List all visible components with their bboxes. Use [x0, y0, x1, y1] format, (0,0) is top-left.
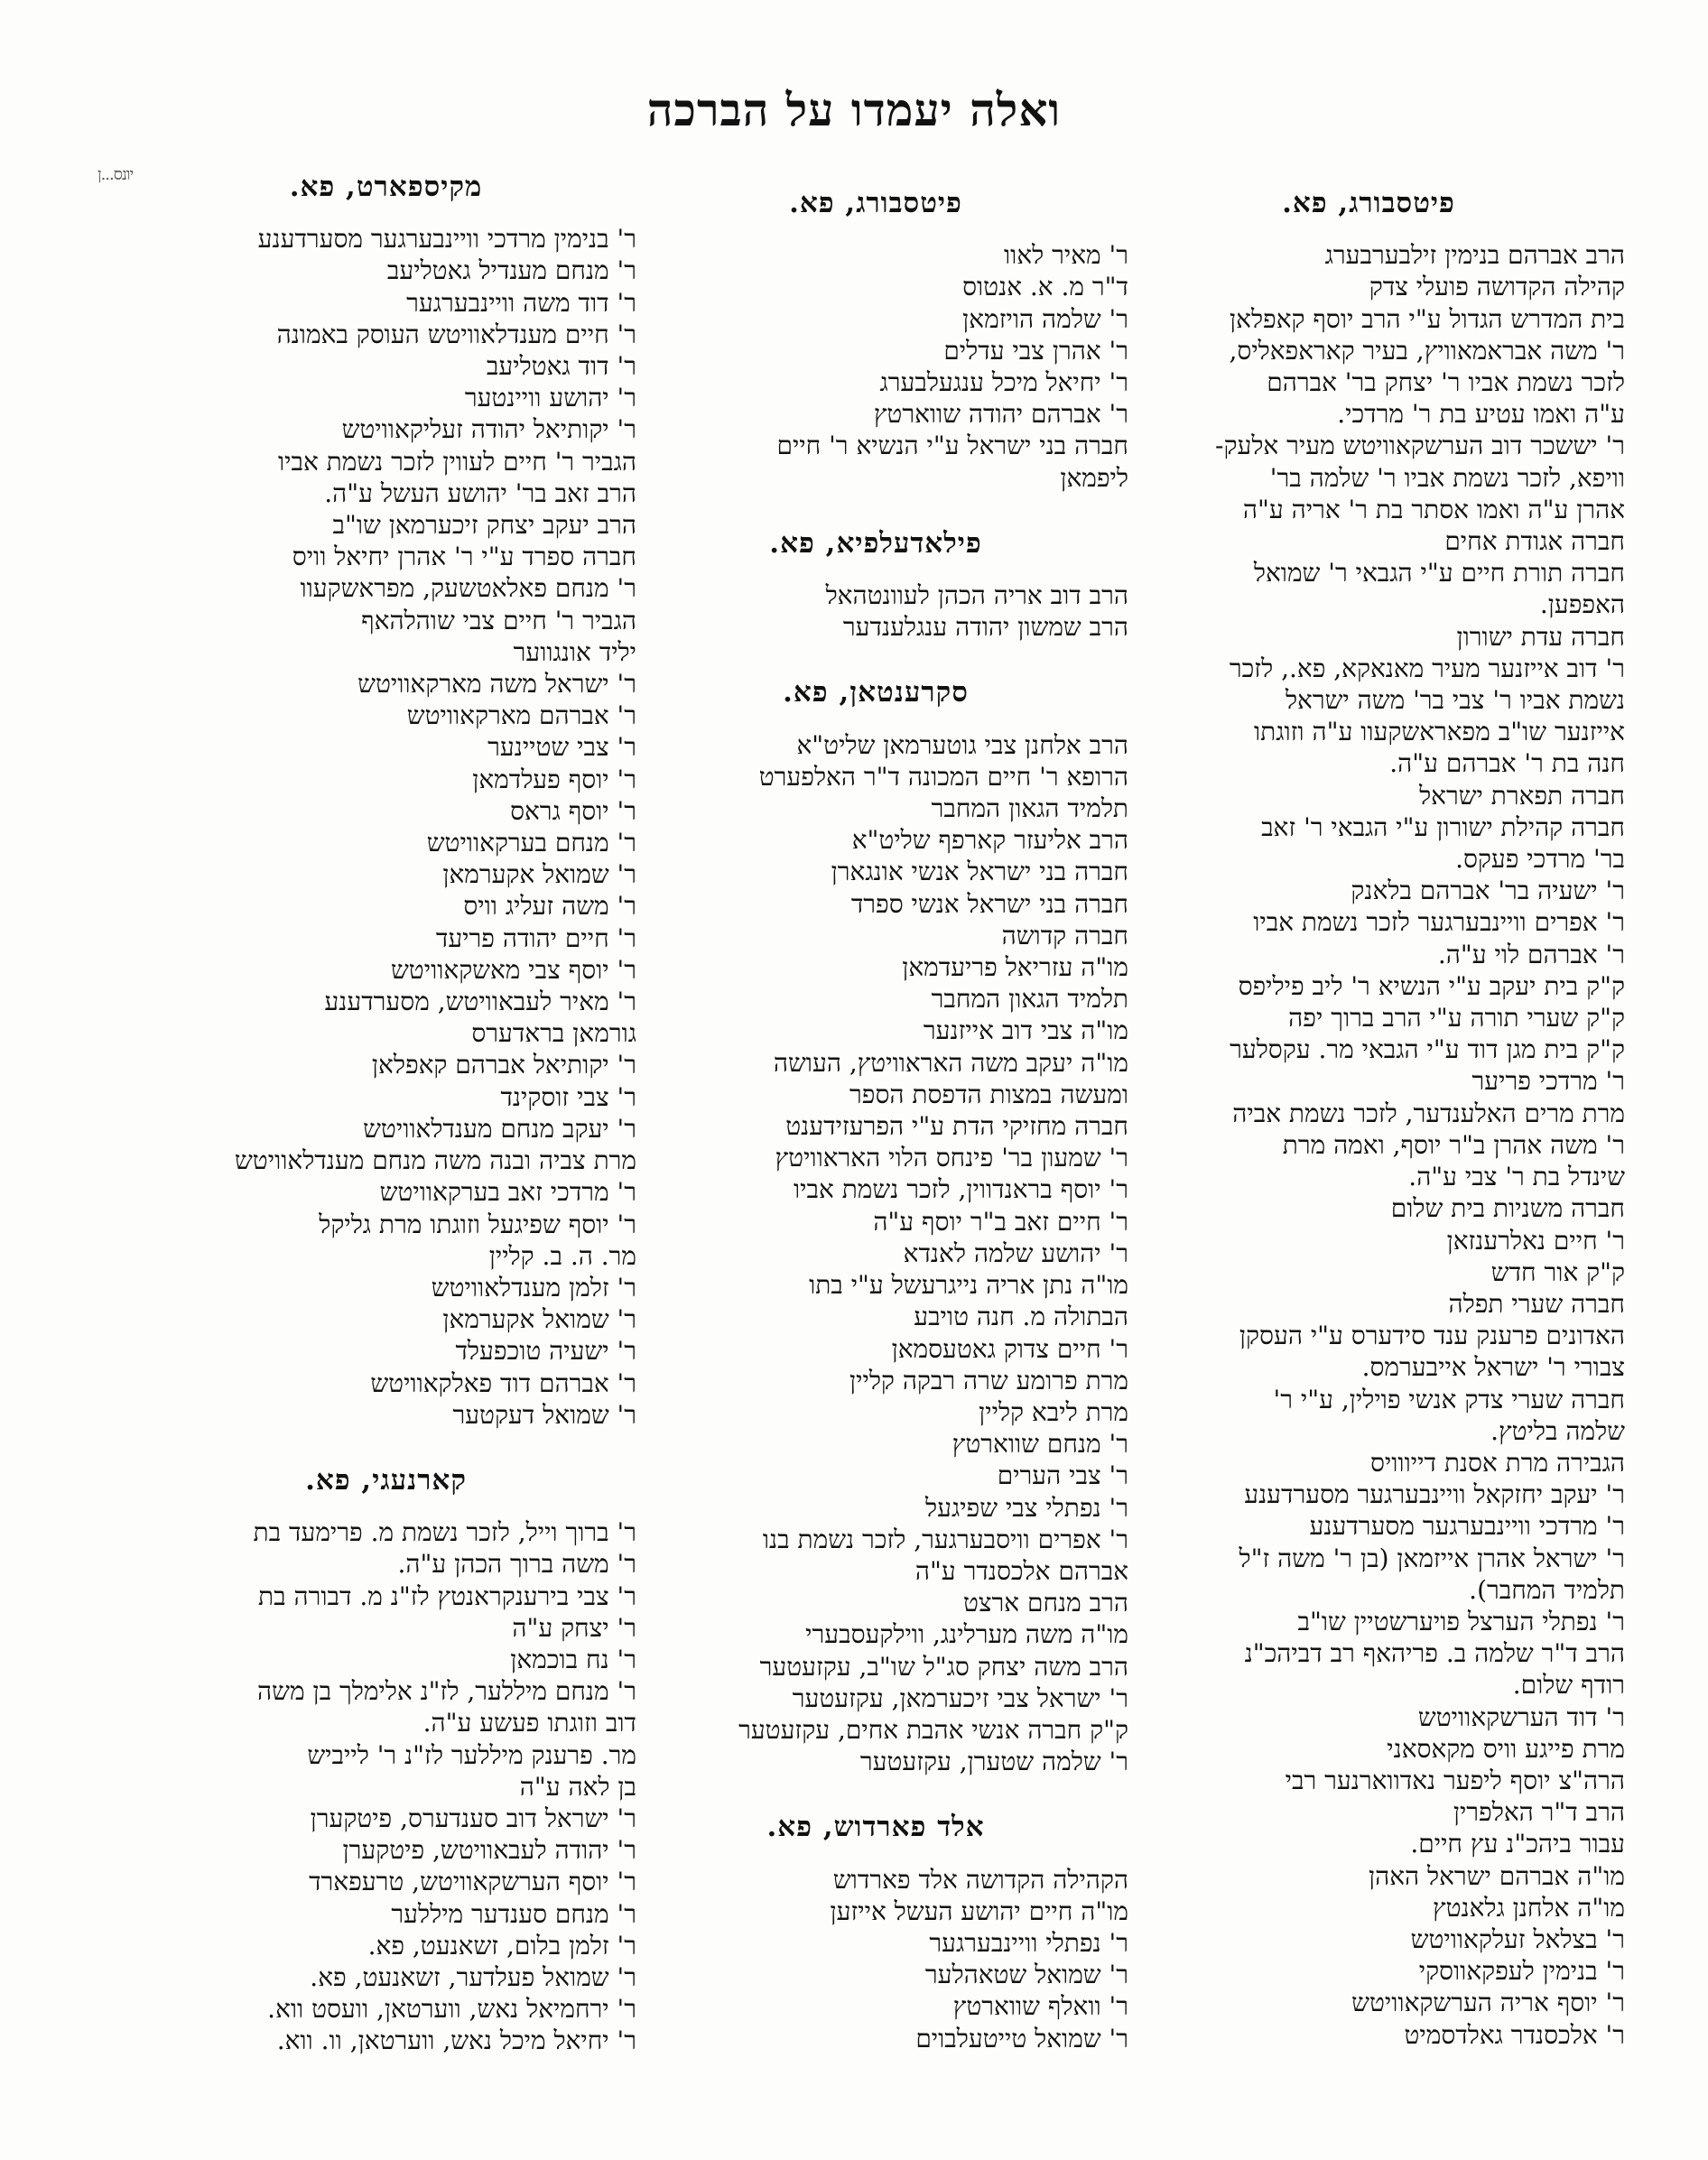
donor-line: מרת ליבא קליין — [979, 1396, 1128, 1427]
donor-line: חברה בני ישראל ע"י הנשיא ר' חיים — [776, 431, 1128, 461]
donor-line: ר' שמואל פעלדער, זשאנעט, פא. — [310, 1961, 636, 1992]
donor-line: ר' ישראל דוב סענדערס, פיטקערן — [310, 1803, 636, 1833]
corner-stamp-mark: יונס...ן — [97, 165, 134, 184]
donor-line: ר' אפרים וויסבערגער, לזכר נשמת בנו — [762, 1524, 1128, 1554]
donor-line: ר' מרדכי וויינבערגער מסערדענע — [1309, 1511, 1625, 1542]
donor-line: ר' משה זעליג וויס — [463, 891, 636, 922]
donor-line: ר' ירחמיאל נאש, ווערטאן, וועסט ווא. — [267, 1994, 636, 2025]
donor-line: תלמיד הגאון המחבר — [931, 793, 1128, 824]
donor-line: ק"ק אור חדש — [1490, 1256, 1625, 1287]
donor-line: האדונים פרענק ענד סידערס ע"י העסקן — [1239, 1321, 1625, 1351]
donor-line: תלמיד הגאון המחבר — [931, 984, 1128, 1015]
donor-line: ר' חיים נאלרענזאן — [1446, 1225, 1625, 1256]
section-heading: מקיספארט, פא. — [289, 171, 483, 203]
donor-line: חברה שערי צדק אנשי פוילין, ע"י ר' — [1273, 1384, 1625, 1414]
donor-section — [135, 172, 636, 1431]
donor-line: חברה משניות בית שלום — [1390, 1193, 1625, 1224]
donor-line: ליפמאן — [1060, 462, 1128, 493]
donor-line: הרב אברהם בנימין זילבערבערג — [1324, 240, 1625, 271]
donor-line: ר' ישראל אהרן אייזמאן (בן ר' משה ז"ל — [1239, 1543, 1625, 1573]
donor-line: ר' משה אבראמאוויץ, בעיר קאראפאליס, — [1229, 335, 1625, 366]
donor-line: אהרן ע"ה ואמו אסתר בת ר' אריה ע"ה — [1242, 494, 1625, 524]
donor-line: ר' מנחם בערקאוויטש — [426, 828, 636, 858]
donor-line: שלמה בליטץ. — [1490, 1415, 1625, 1446]
donor-line: ר' ברוך וייל, לזכר נשמת מ. פרימעד בת — [253, 1517, 636, 1548]
donor-line: מו"ה חיים יהושע העשל אייזען — [830, 1896, 1128, 1926]
donor-line: צבורי ר' ישראל אייבערמס. — [1361, 1352, 1625, 1383]
donor-line: ר' שמואל שטאהלער — [924, 1960, 1128, 1990]
donor-line: ר' מאיר לאוו — [1004, 240, 1128, 271]
donor-line: ר' שמעון בר' פינחס הלוי האראוויטץ — [775, 1143, 1128, 1173]
donor-line: ר' שמואל אקערמאן — [442, 1304, 636, 1335]
donor-line: הגביר ר' חיים צבי שוהלהאף — [361, 605, 636, 635]
donor-line: ר' יהושע וויינטער — [464, 383, 636, 413]
donor-line: ר' בצלאל זעלקאוויטש — [1410, 1924, 1625, 1954]
donor-line: ר' שלמה שטערן, עקזעטער — [859, 1747, 1128, 1777]
donor-line: חברה בני ישראל אנשי ספרד — [850, 888, 1128, 919]
donor-line: ע"ה ואמו עטיע בת ר' מרדכי. — [1337, 399, 1625, 430]
donor-line: ר' יוסף פעלדמאן — [472, 764, 636, 794]
donor-line: הרה"צ יוסף ליפער נאדווארנער רבי — [1285, 1765, 1625, 1795]
donor-line: הרב אליעזר קארפף שליט"א — [851, 825, 1128, 856]
donor-line: ר' בנימין לעפקאווסקי — [1418, 1956, 1625, 1987]
donor-line: חברה אגודת אחים — [1444, 526, 1625, 557]
donor-line: הרב אלחנן צבי גוטערמאן שליט"א — [796, 729, 1128, 760]
donor-list — [623, 239, 1128, 494]
donor-line: ר' אהרן צבי עדלים — [943, 335, 1128, 366]
donor-line: אברהם אלכסנדר ע"ה — [914, 1555, 1128, 1586]
donor-line: ר' יוסף בראנדווין, לזכר נשמת אביו — [794, 1174, 1128, 1205]
donor-line: הרופא ר' חיים המכונה ד"ר האלפערט — [758, 761, 1128, 792]
donor-line: ר' ישראל משה מארקאוויטש — [357, 669, 636, 700]
donor-list — [623, 1864, 1128, 2054]
donor-line: חברה עדת ישורון — [1456, 621, 1625, 652]
donor-line: ר' שמואל טייטעלבוים — [915, 2023, 1128, 2053]
donor-line: מו"ה צבי דוב אייזנער — [923, 1015, 1128, 1046]
donor-line: ר' צבי שטיינער — [487, 732, 636, 763]
donor-line: ר' נח בוכמאן — [510, 1644, 636, 1674]
donor-line: ר' יעקב יחזקאל וויינבערגער מסערדענע — [1244, 1479, 1625, 1510]
donor-line: יליד אונגווער — [513, 636, 636, 667]
donor-line: ר' ישעיה טוכפעלד — [455, 1336, 636, 1367]
donor-line: ר' אברהם יהודה שווארטץ — [873, 399, 1128, 430]
donor-line: ר' אברהם דוד פאלקאוויטש — [370, 1367, 636, 1398]
donor-line: חנה בת ר' אברהם ע"ה. — [1389, 748, 1625, 779]
donor-line: ר' חיים צדוק גאטעסמאן — [891, 1333, 1128, 1364]
donor-line: חברה בני ישראל אנשי אונגארן — [831, 857, 1128, 887]
donor-line: ר' משה ברוך הכהן ע"ה. — [397, 1549, 636, 1580]
donor-line: חברה תפארת ישראל — [1419, 780, 1625, 811]
donor-line: ר' מנחם מיללער, לז"נ אלימלך בן משה — [257, 1676, 636, 1707]
donor-line: גורמאן בראדערס — [471, 1018, 636, 1049]
donor-list — [623, 579, 1128, 643]
donor-line: ר' ישראל צבי זיכערמאן, עקזעטער — [792, 1683, 1128, 1713]
donor-line: ר' יוסף גראס — [510, 795, 636, 826]
column-left — [135, 172, 636, 2091]
donor-list — [623, 729, 1128, 1778]
section-heading: אלד פארדוש, פא. — [766, 1811, 985, 1844]
donor-line: ר' משה אהרן ב"ר יוסף, ואמה מרת — [1282, 1129, 1625, 1160]
donor-line: הרב זאב בר' יהושע העשל ע"ה. — [324, 477, 636, 508]
donor-line: ק"ק בית יעקב ע"י הנשיא ר' ליב פיליפס — [1238, 970, 1625, 1001]
donor-line: חברה קהילת ישורון ע"י הגבאי ר' זאב — [1261, 811, 1625, 842]
donor-line: הבתולה מ. חנה טויבע — [914, 1302, 1128, 1332]
donor-line: וויפא, לזכר נשמת אביו ר' שלמה בר' — [1269, 462, 1625, 493]
donor-line: בר' מרדכי פעקס. — [1455, 844, 1625, 875]
donor-line: מר. ה. ב. קליין — [488, 1240, 636, 1271]
donor-line: ר' יהושע שלמה לאנדא — [903, 1238, 1128, 1268]
donor-line: ר' יוסף צבי מאשקאוויטש — [390, 954, 636, 985]
donor-line: ר' מנחם סענדער מיללער — [391, 1898, 636, 1929]
donor-line: ר' מאיר לעבאוויטש, מסערדענע — [324, 987, 636, 1017]
donor-line: ר' דוד גאטליעב — [486, 351, 636, 382]
donor-line: ר' חיים זאב ב"ר יוסף ע"ה — [873, 1206, 1128, 1237]
donor-line: מו"ה יעקב משה האראוויטץ, העושה — [773, 1047, 1128, 1078]
donor-line: נשמת אביו ר' צבי בר' משה ישראל — [1285, 685, 1625, 716]
donor-section — [623, 677, 1128, 1777]
donor-line: חברה מחזיקי הדת ע"י הפרעזידענט — [785, 1111, 1128, 1142]
donor-line: בן לאה ע"ה — [519, 1771, 636, 1802]
donor-line: הגביר ר' חיים לעווין לזכר נשמת אביו — [277, 446, 636, 477]
donor-line: ר' אלכסנדר גאלדסמיט — [1404, 2019, 1625, 2050]
donor-line: ק"ק שערי תורה ע"י הרב ברוך יפה — [1288, 1003, 1625, 1034]
donor-line: ר' יצחק ע"ה — [512, 1612, 636, 1643]
donor-line: ר' יחיאל מיכל ענגעלבערג — [879, 367, 1128, 398]
donor-line: ר' יששכר דוב הערשקאוויטש מעיר אלעק- — [1215, 431, 1625, 461]
donor-line: הרב ד"ר האלפרין — [1453, 1797, 1625, 1828]
donor-line: ר' יהודה לעבאוויטש, פיטקערן — [342, 1835, 636, 1866]
donor-line: ד"ר מ. א. אנטוס — [962, 272, 1128, 302]
donor-line: הרב שמשון יהודה ענגלענדער — [842, 612, 1128, 643]
donor-line: ק"ק בית מגן דוד ע"י הגבאי מר. עקסלער — [1230, 1034, 1625, 1065]
section-heading: סקרענטאן, פא. — [783, 676, 969, 709]
donor-line: אייזנער שו"ב מפאראשקעוו ע"ה וזוגתו — [1253, 717, 1625, 747]
donor-line: הקהילה הקדושה אלד פארדוש — [832, 1864, 1128, 1895]
donor-line: ר' דוד משה וויינבערגער — [406, 287, 636, 318]
donor-line: ק"ק חברה אנשי אהבת אחים, עקזעטער — [738, 1714, 1128, 1745]
donor-line: ר' חיים יהודה פריעד — [435, 922, 636, 953]
donor-line: ר' זלמן בלום, זשאנעט, פא. — [367, 1930, 636, 1961]
donor-line: ר' יקותיאל אברהם קאפלאן — [371, 1050, 636, 1080]
page-title: ואלה יעמדו על הברכה — [646, 83, 1062, 136]
donor-line: רודף שלום. — [1512, 1670, 1625, 1701]
donor-line: ר' מנחם פאלאטשעק, מפראשקעוו — [300, 573, 636, 604]
donor-section — [623, 188, 1128, 494]
donor-line: שינדל בת ר' צבי ע"ה. — [1408, 1162, 1625, 1192]
column-middle — [623, 188, 1128, 2089]
donor-line: ר' מרדכי זאב בערקאוויטש — [379, 1177, 636, 1208]
donor-line: מרת פייגע וויס מקאסאני — [1387, 1733, 1625, 1764]
donor-line: ר' יוסף הערשקאוויטש, טרעפארד — [309, 1867, 636, 1897]
donor-line: ומעשה במצות הדפסת הספר — [849, 1079, 1128, 1109]
donor-line: ר' דוד הערשקאוויטש — [1417, 1701, 1625, 1732]
donor-line: ר' צבי בירענקראנטץ לז"נ מ. דבורה בת — [258, 1581, 636, 1611]
donor-line: מו"ה נתן אריה נייגרעשל ע"י בתו — [809, 1270, 1128, 1301]
donor-line: הרב מנחם ארצט — [962, 1588, 1128, 1618]
donor-line: הרב דוב אריה הכהן לעוונטהאל — [825, 580, 1128, 611]
donor-line: מרת מרים האלענדער, לזכר נשמת אביה — [1232, 1098, 1625, 1128]
donor-line: ר' אברהם לוי ע"ה. — [1437, 939, 1625, 969]
section-heading: קארנעגי, פא. — [305, 1463, 467, 1497]
donor-line: דוב וזוגתו פעשע ע"ה. — [422, 1708, 636, 1738]
donor-line: חברה ספרד ע"י ר' אהרן יחיאל וויס — [292, 542, 636, 572]
donor-line: ר' חיים מענדלאוויטש העוסק באמונה — [276, 319, 636, 349]
donor-list — [1112, 239, 1625, 2051]
donor-line: האפפען. — [1539, 589, 1625, 620]
donor-line: מו"ה עזריאל פריעדמאן — [902, 952, 1128, 983]
donor-line: הרב משה יצחק סג"ל שו"ב, עקזעטער — [759, 1651, 1128, 1682]
column-right — [1112, 188, 1625, 2085]
donor-section — [1112, 188, 1625, 2051]
donor-line: קהילה הקדושה פועלי צדק — [1369, 272, 1625, 302]
donor-list — [135, 1516, 636, 2056]
donor-list — [135, 223, 636, 1431]
donor-line: חברה תורת חיים ע"י הגבאי ר' שמואל — [1253, 558, 1625, 589]
donor-line: ר' שמואל דעקטער — [452, 1399, 636, 1430]
donor-line: בית המדרש הגדול ע"י הרב יוסף קאפלאן — [1230, 303, 1625, 334]
donor-line: ר' מנחם מענדיל גאטליעב — [386, 255, 636, 286]
donor-line: מו"ה משה מערלינג, ווילקעסבערי — [805, 1619, 1128, 1650]
donor-line: ר' בנימין מרדכי וויינבערגער מסערדענע — [257, 224, 636, 255]
section-heading: פיטסבורג, פא. — [1282, 187, 1455, 219]
donor-line: הגבירה מרת אסנת דייווויס — [1370, 1447, 1625, 1478]
donor-line: ר' מרדכי פריער — [1471, 1066, 1625, 1097]
donor-line: ר' נפתלי הערצל פויערשטיין שו"ב — [1297, 1606, 1625, 1636]
donor-line: עבור ביהכ"נ עץ חיים. — [1410, 1829, 1625, 1859]
donor-line: ר' יחיאל מיכל נאש, ווערטאן, וו. ווא. — [276, 2026, 636, 2056]
donor-line: הרב יעקב יצחק זיכערמאן שו"ב — [332, 510, 636, 541]
donor-line: ר' צבי זוסקינד — [500, 1081, 636, 1112]
donor-line: מו"ה אברהם ישראל האהן — [1368, 1860, 1625, 1891]
donor-line: ר' יקותיאל יהודה זעליקאוויטש — [341, 414, 636, 445]
donor-line: ר' נפתלי צבי שפיגעל — [925, 1492, 1128, 1523]
donor-line: חברה שערי תפלה — [1448, 1288, 1625, 1319]
donor-section — [623, 1812, 1128, 2053]
donor-line: מו"ה אלחנן גלאנטץ — [1432, 1892, 1625, 1923]
donor-line: מרת פרומע שרה רבקה קליין — [849, 1365, 1128, 1395]
donor-line: ר' וואלף שווארטץ — [952, 1991, 1128, 2022]
donor-line: חברה קדושה — [1001, 920, 1128, 950]
donor-line: ר' צבי הערים — [997, 1460, 1128, 1491]
section-heading: פילאדעלפיא, פא. — [769, 526, 982, 560]
donor-line: מרת צביה ובנה משה מנחם מענדלאוויטש — [234, 1145, 636, 1176]
donor-line: הרב ד"ר שלמה ב. פריהאף רב דביהכ"נ — [1244, 1638, 1625, 1669]
donor-line: תלמיד המחבר). — [1469, 1574, 1625, 1605]
donor-line: מר. פרענק מיללער לז"נ ר' לייביש — [307, 1739, 636, 1770]
donor-line: ר' שמואל אקערמאן — [442, 859, 636, 890]
donor-section — [623, 528, 1128, 644]
donor-line: ר' יוסף אריה הערשקאוויטש — [1351, 1988, 1625, 2018]
donor-line: ר' דוב אייזנער מעיר מאנאקא, פא., לזכר — [1229, 653, 1625, 683]
donor-line: ר' יעקב מנחם מענדלאוויטש — [363, 1113, 636, 1144]
donor-section — [135, 1465, 636, 2057]
donor-line: ר' אברהם מארקאוויטש — [406, 700, 636, 731]
donor-line: ר' זלמן מענדלאוויטש — [431, 1272, 636, 1302]
donor-line: ר' מנחם שווארטץ — [951, 1429, 1128, 1460]
donor-line: ר' אפרים וויינבערגער לזכר נשמת אביו — [1253, 907, 1625, 938]
donor-line: ר' יוסף שפיגעל וזוגתו מרת גליקל — [319, 1209, 636, 1239]
donor-line: ר' שלמה הויזמאן — [962, 303, 1128, 334]
donor-line: ר' ישעיה בר' אברהם בלאנק — [1351, 876, 1625, 906]
donor-line: לזכר נשמת אביו ר' יצחק בר' אברהם — [1267, 367, 1625, 398]
section-heading: פיטסבורג, פא. — [789, 187, 962, 219]
donor-line: ר' נפתלי וויינבערגער — [929, 1927, 1128, 1958]
